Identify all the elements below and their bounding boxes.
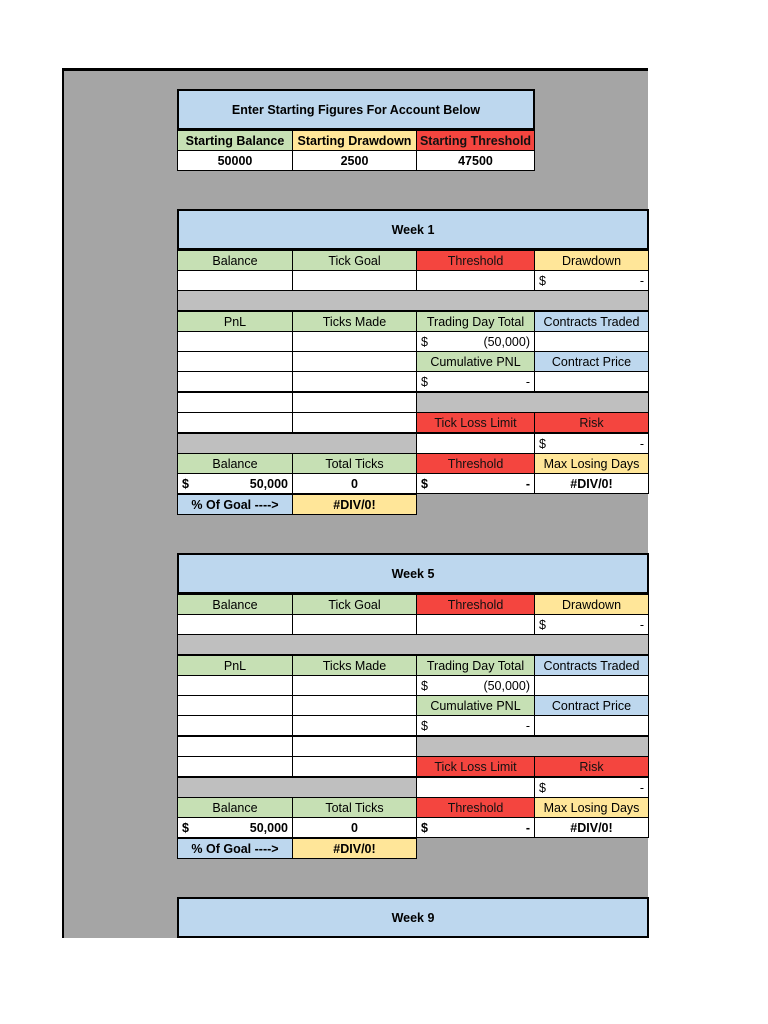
starting-balance-label: Starting Balance bbox=[177, 130, 293, 151]
pnl-input[interactable] bbox=[177, 351, 293, 372]
tick-loss-limit-header: Tick Loss Limit bbox=[416, 756, 535, 777]
tick-goal-header: Tick Goal bbox=[292, 250, 417, 271]
pnl-input[interactable] bbox=[177, 412, 293, 433]
contracts-traded-input[interactable] bbox=[534, 675, 649, 696]
currency-symbol: $ bbox=[539, 780, 546, 795]
cumulative-pnl-amount: - bbox=[525, 374, 530, 389]
currency-symbol: $ bbox=[421, 334, 428, 349]
pct-of-goal-value: #DIV/0! bbox=[292, 838, 417, 859]
contracts-traded-header: Contracts Traded bbox=[534, 655, 649, 676]
drawdown-header: Drawdown bbox=[534, 250, 649, 271]
currency-symbol: $ bbox=[182, 820, 189, 835]
cumulative-pnl-header: Cumulative PNL bbox=[416, 351, 535, 372]
currency-symbol: $ bbox=[182, 476, 189, 491]
max-losing-days-value: #DIV/0! bbox=[534, 817, 649, 838]
currency-symbol: $ bbox=[539, 617, 546, 632]
week-block bbox=[0, 553, 768, 863]
trading-day-total-header: Trading Day Total bbox=[416, 311, 535, 332]
week-title: Week 9 bbox=[177, 897, 649, 938]
max-losing-days-value: #DIV/0! bbox=[534, 473, 649, 494]
ticks-made-input[interactable] bbox=[292, 756, 417, 777]
trading-day-total-amount: (50,000) bbox=[483, 334, 530, 349]
week-title: Week 1 bbox=[177, 209, 649, 250]
ticks-made-header: Ticks Made bbox=[292, 655, 417, 676]
cumulative-pnl-value bbox=[416, 371, 535, 392]
total-ticks-header: Total Ticks bbox=[292, 453, 417, 474]
total-ticks-value: 0 bbox=[292, 473, 417, 494]
threshold-summary-value bbox=[416, 473, 535, 494]
trading-day-total-header: Trading Day Total bbox=[416, 655, 535, 676]
balance-amount: 50,000 bbox=[249, 820, 288, 835]
drawdown-header: Drawdown bbox=[534, 594, 649, 615]
balance-input[interactable] bbox=[177, 270, 293, 291]
ticks-made-input[interactable] bbox=[292, 695, 417, 716]
contract-price-input[interactable] bbox=[534, 371, 649, 392]
starting-threshold-label: Starting Threshold bbox=[416, 130, 535, 151]
ticks-made-input[interactable] bbox=[292, 412, 417, 433]
threshold-amount: - bbox=[525, 476, 530, 491]
balance-summary-value bbox=[177, 817, 293, 838]
balance-summary-header: Balance bbox=[177, 453, 293, 474]
gap-cell bbox=[416, 392, 649, 413]
contract-price-header: Contract Price bbox=[534, 351, 649, 372]
trading-day-total-value bbox=[416, 331, 535, 352]
tick-goal-header: Tick Goal bbox=[292, 594, 417, 615]
ticks-made-input[interactable] bbox=[292, 351, 417, 372]
separator-row bbox=[177, 777, 417, 798]
tick-loss-limit-input[interactable] bbox=[416, 433, 535, 454]
ticks-made-input[interactable] bbox=[292, 331, 417, 352]
max-losing-days-header: Max Losing Days bbox=[534, 797, 649, 818]
starting-threshold-input[interactable]: 47500 bbox=[416, 150, 535, 171]
tick-goal-input[interactable] bbox=[292, 270, 417, 291]
currency-symbol: $ bbox=[421, 678, 428, 693]
drawdown-amount: - bbox=[639, 617, 644, 632]
contracts-traded-header: Contracts Traded bbox=[534, 311, 649, 332]
balance-header: Balance bbox=[177, 250, 293, 271]
separator-row bbox=[177, 634, 649, 655]
pct-of-goal-value: #DIV/0! bbox=[292, 494, 417, 515]
threshold-summary-header: Threshold bbox=[416, 797, 535, 818]
separator-row bbox=[177, 290, 649, 311]
starting-drawdown-input[interactable]: 2500 bbox=[292, 150, 417, 171]
threshold-input[interactable] bbox=[416, 614, 535, 635]
risk-value bbox=[534, 433, 649, 454]
pnl-header: PnL bbox=[177, 311, 293, 332]
pct-of-goal-label: % Of Goal ----> bbox=[177, 838, 293, 859]
tick-loss-limit-header: Tick Loss Limit bbox=[416, 412, 535, 433]
risk-amount: - bbox=[639, 780, 644, 795]
balance-amount: 50,000 bbox=[249, 476, 288, 491]
trading-day-total-amount: (50,000) bbox=[483, 678, 530, 693]
trading-day-total-value bbox=[416, 675, 535, 696]
gap-cell bbox=[416, 736, 649, 757]
total-ticks-header: Total Ticks bbox=[292, 797, 417, 818]
cumulative-pnl-amount: - bbox=[525, 718, 530, 733]
week-block bbox=[0, 209, 768, 519]
balance-input[interactable] bbox=[177, 614, 293, 635]
risk-amount: - bbox=[639, 436, 644, 451]
pnl-input[interactable] bbox=[177, 695, 293, 716]
currency-symbol: $ bbox=[421, 718, 428, 733]
contracts-traded-input[interactable] bbox=[534, 331, 649, 352]
total-ticks-value: 0 bbox=[292, 817, 417, 838]
contract-price-input[interactable] bbox=[534, 715, 649, 736]
threshold-header: Threshold bbox=[416, 250, 535, 271]
currency-symbol: $ bbox=[421, 476, 428, 491]
threshold-header: Threshold bbox=[416, 594, 535, 615]
ticks-made-input[interactable] bbox=[292, 392, 417, 413]
ticks-made-input[interactable] bbox=[292, 675, 417, 696]
currency-symbol: $ bbox=[539, 436, 546, 451]
drawdown-amount: - bbox=[639, 273, 644, 288]
balance-header: Balance bbox=[177, 594, 293, 615]
drawdown-value bbox=[534, 270, 649, 291]
max-losing-days-header: Max Losing Days bbox=[534, 453, 649, 474]
currency-symbol: $ bbox=[539, 273, 546, 288]
threshold-summary-header: Threshold bbox=[416, 453, 535, 474]
pnl-header: PnL bbox=[177, 655, 293, 676]
pnl-input[interactable] bbox=[177, 371, 293, 392]
contract-price-header: Contract Price bbox=[534, 695, 649, 716]
cumulative-pnl-value bbox=[416, 715, 535, 736]
currency-symbol: $ bbox=[421, 820, 428, 835]
starting-balance-input[interactable]: 50000 bbox=[177, 150, 293, 171]
risk-header: Risk bbox=[534, 412, 649, 433]
cumulative-pnl-header: Cumulative PNL bbox=[416, 695, 535, 716]
pnl-input[interactable] bbox=[177, 392, 293, 413]
tick-goal-input[interactable] bbox=[292, 614, 417, 635]
threshold-summary-value bbox=[416, 817, 535, 838]
ticks-made-input[interactable] bbox=[292, 736, 417, 757]
starting-drawdown-label: Starting Drawdown bbox=[292, 130, 417, 151]
pnl-input[interactable] bbox=[177, 736, 293, 757]
currency-symbol: $ bbox=[421, 374, 428, 389]
pct-of-goal-label: % Of Goal ----> bbox=[177, 494, 293, 515]
balance-summary-header: Balance bbox=[177, 797, 293, 818]
ticks-made-input[interactable] bbox=[292, 715, 417, 736]
ticks-made-input[interactable] bbox=[292, 371, 417, 392]
pnl-input[interactable] bbox=[177, 715, 293, 736]
separator-row bbox=[177, 433, 417, 454]
balance-summary-value bbox=[177, 473, 293, 494]
pnl-input[interactable] bbox=[177, 331, 293, 352]
pnl-input[interactable] bbox=[177, 756, 293, 777]
ticks-made-header: Ticks Made bbox=[292, 311, 417, 332]
tick-loss-limit-input[interactable] bbox=[416, 777, 535, 798]
risk-header: Risk bbox=[534, 756, 649, 777]
threshold-input[interactable] bbox=[416, 270, 535, 291]
pnl-input[interactable] bbox=[177, 675, 293, 696]
threshold-amount: - bbox=[525, 820, 530, 835]
drawdown-value bbox=[534, 614, 649, 635]
starting-header: Enter Starting Figures For Account Below bbox=[177, 89, 535, 130]
risk-value bbox=[534, 777, 649, 798]
week-title: Week 5 bbox=[177, 553, 649, 594]
